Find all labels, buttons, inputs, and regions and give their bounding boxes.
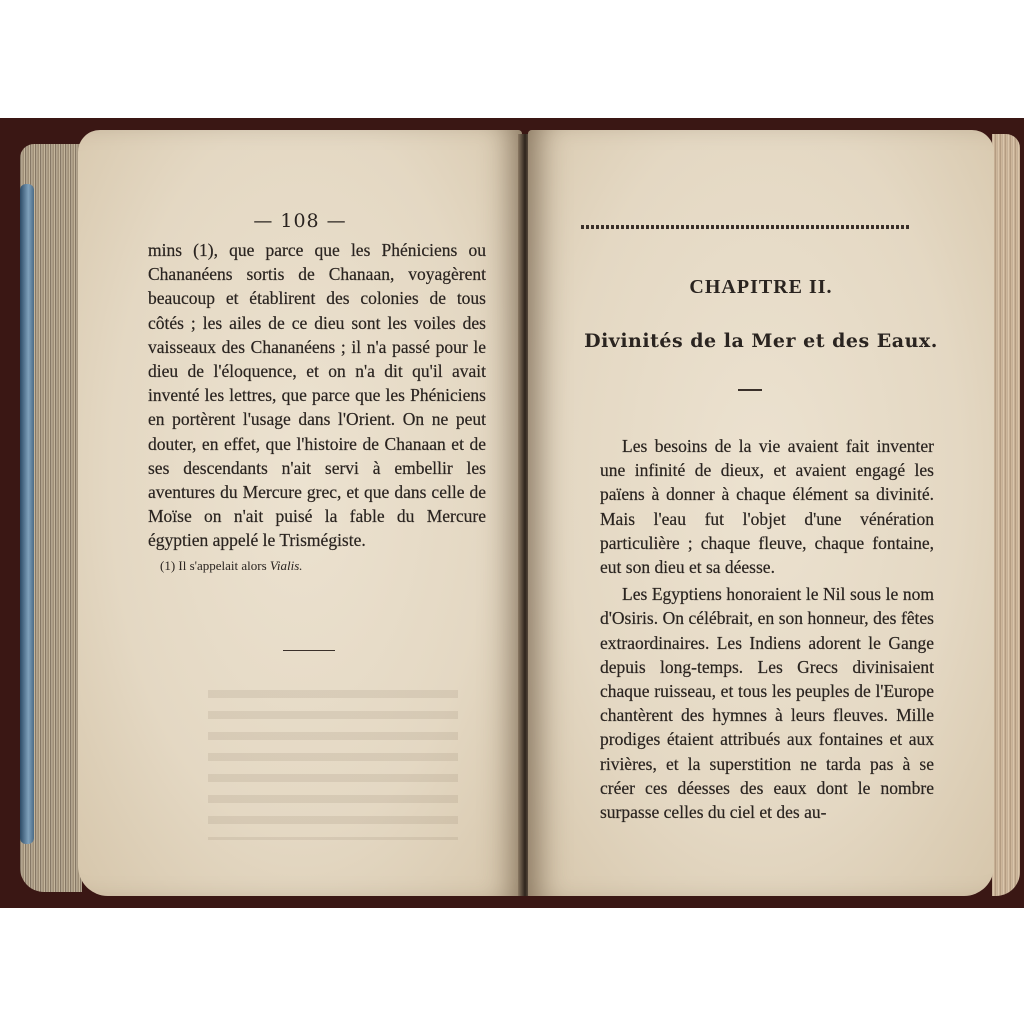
body-paragraph-2: Les Egyptiens honoraient le Nil sous le nom d'Osiris. On célébrait, en son honneur, des fêtes extraordinaires. Les Indiens adorent le Gange depuis long-temps. Les Grecs divinisaient chaque ruisseau, et tous les peuples de l'Europe chantèrent des hymnes à leurs fleuves. Mille prodiges étaient attribués aux fontaines et aux rivières, et la superstition ne tarda pas à se créer ces déesses des eaux dont le nombre surpasse celles du ciel et des au- — [600, 584, 934, 823]
left-page — [78, 130, 522, 896]
body-paragraph: mins (1), que parce que les Phéniciens ou Chananéens sortis de Chanaan, voyagèrent beaucoup et établirent des colonies de tous côtés ; les ailes de ce dieu sont les voiles des vaisseaux des Chananéens ; il n'a passé pour le dieu de l'éloquence, et on n'a dit qu'il avait inventé les lettres, que parce que les Phéniciens en portèrent l'usage dans l'Orient. On ne peut douter, en effet, que l'histoire de Chanaan et de ses descendants n'ait servi à embellir les aventures du Mercure grec, et que dans celle de Moïse on n'ait puisé la fable du Mercure égyptien appelé le Trismégiste. — [148, 240, 486, 551]
body-paragraph-1: Les besoins de la vie avaient fait inventer une infinité de dieux, et avaient engagé les païens à donner à chaque élément sa divinité. Mais l'eau fut l'objet d'une vénération particulière ; chaque fleuve, chaque fontaine, eut son dieu et sa déesse. — [600, 436, 934, 578]
left-page-edges — [20, 144, 82, 892]
book-spine — [20, 184, 34, 844]
right-page-edges — [992, 134, 1020, 896]
right-page — [528, 130, 994, 896]
left-page-body — [148, 238, 486, 553]
section-title: Divinités de la Mer et des Eaux. — [584, 330, 938, 352]
dotted-header-rule — [581, 225, 909, 229]
footnote-italic: Vialis. — [269, 558, 303, 573]
right-page-body — [600, 434, 934, 824]
chapter-title: CHAPITRE II. — [689, 276, 833, 298]
end-rule — [283, 650, 335, 651]
show-through — [208, 690, 458, 840]
footnote-text: (1) Il s'appelait alors — [160, 558, 267, 573]
open-book — [20, 124, 1020, 896]
section-rule — [738, 389, 762, 391]
footnote — [160, 558, 460, 574]
page-number: — 108 — — [253, 210, 347, 232]
